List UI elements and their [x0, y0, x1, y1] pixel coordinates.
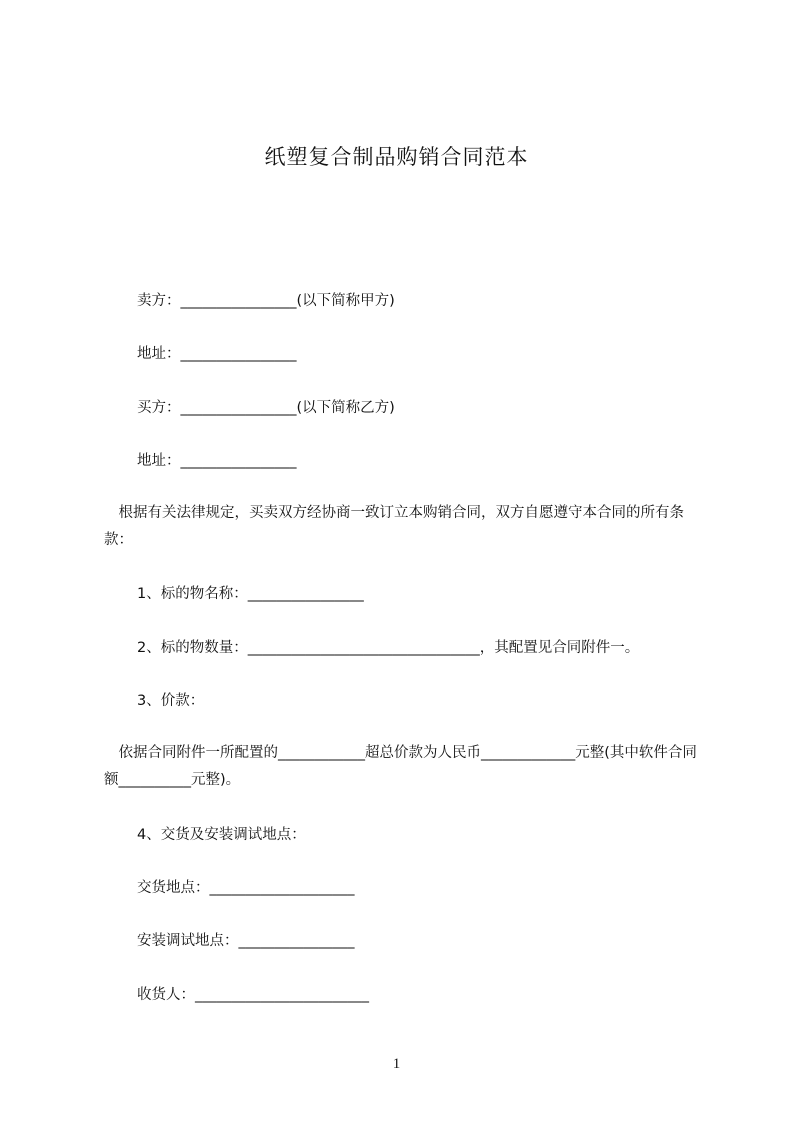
seller-address-line: 地址：________________ — [137, 346, 297, 362]
item-1-line: 1、标的物名称：________________ — [137, 586, 364, 602]
item-3-line: 3、价款： — [137, 693, 205, 709]
receiver-line: 收货人：________________________ — [137, 987, 369, 1003]
document-title: 纸塑复合制品购销合同范本 — [264, 145, 529, 169]
page-number: 1 — [392, 1056, 401, 1072]
buyer-line: 买方：________________(以下简称乙方) — [137, 400, 395, 416]
preamble-paragraph: 根据有关法律规定，买卖双方经协商一致订立本购销合同，双方自愿遵守本合同的所有条款： — [104, 505, 684, 548]
install-place-line: 安装调试地点：________________ — [137, 933, 355, 949]
delivery-place-line: 交货地点：____________________ — [137, 880, 355, 896]
buyer-address-line: 地址：________________ — [137, 453, 297, 469]
seller-line: 卖方：________________(以下简称甲方) — [137, 293, 395, 309]
price-paragraph: 依据合同附件一所配置的____________超总价款为人民币_____________元整(其中软件合同额__________元整)。 — [104, 745, 697, 788]
item-4-line: 4、交货及安装调试地点： — [137, 827, 306, 843]
item-2-line: 2、标的物数量：________________________________，其配置见合同附件一。 — [137, 640, 640, 656]
